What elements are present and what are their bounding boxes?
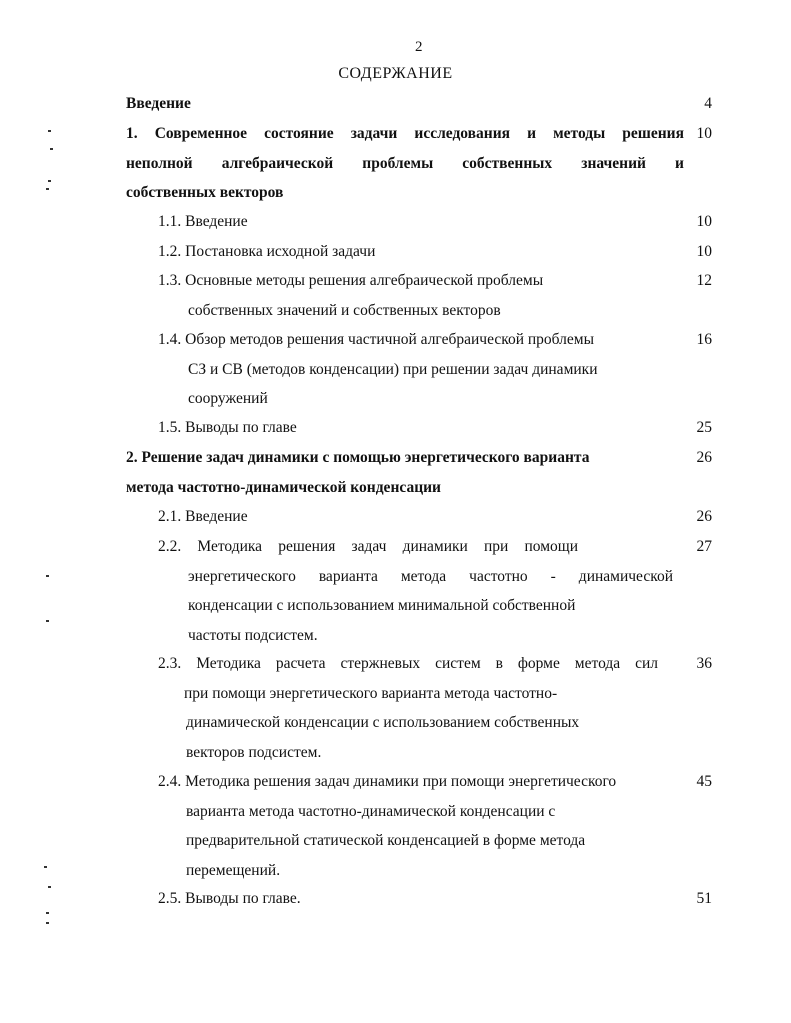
toc-page-number: 36: [696, 655, 712, 672]
scan-speck: [46, 922, 49, 924]
toc-entry-2-2: [158, 532, 712, 652]
toc-entry-1-4: [158, 325, 712, 415]
toc-entry-chapter-2: [126, 443, 712, 503]
toc-line: 1.1. Введение: [158, 213, 248, 230]
scan-speck: [46, 912, 49, 914]
toc-page-number: 26: [696, 449, 712, 466]
toc-entry-1-5: [158, 413, 712, 443]
toc-page-number: 10: [696, 213, 712, 230]
toc-line: предварительной статической конденсацией в форме метода: [186, 832, 586, 849]
toc-line: СЗ и СВ (методов конденсации) при решении задач динамики: [188, 360, 598, 378]
toc-entry-1-2: [158, 237, 712, 267]
toc-entry-2-4: [158, 767, 712, 887]
scan-speck: [46, 188, 49, 190]
toc-line: векторов подсистем.: [186, 743, 322, 761]
toc-page-number: 26: [696, 508, 712, 525]
toc-page-number: 25: [696, 419, 712, 436]
toc-line: 2.5. Выводы по главе.: [158, 890, 301, 907]
toc-page-number: 51: [696, 890, 712, 907]
toc-line: 1.5. Выводы по главе: [158, 419, 297, 436]
toc-page-number: 16: [696, 331, 712, 348]
scan-speck: [48, 886, 51, 888]
toc-line: собственных значений и собственных векторов: [188, 301, 501, 319]
toc-line: при помощи энергетического варианта метода частотно-: [184, 684, 558, 702]
toc-line: 1.3. Основные методы решения алгебраической проблемы: [158, 272, 544, 289]
toc-line: динамической конденсации с использованием собственных: [186, 714, 580, 731]
toc-entry-intro: [126, 89, 712, 119]
toc-entry-2-3: [158, 649, 712, 769]
toc-entry-2-1: [158, 502, 712, 532]
toc-line: собственных векторов: [126, 184, 284, 201]
toc-line: сооружений: [188, 390, 268, 407]
scan-speck: [48, 130, 51, 132]
toc-entry-1-1: [158, 207, 712, 237]
toc-line: частоты подсистем.: [188, 626, 318, 644]
toc-entry-2-5: [158, 884, 712, 914]
toc-page-number: 10: [696, 243, 712, 260]
toc-page-number: 27: [696, 538, 712, 555]
toc-title: СОДЕРЖАНИЕ: [338, 65, 453, 82]
toc-line: конденсации с использованием минимальной собственной: [188, 597, 576, 614]
toc-line: 2.3. Методика расчета стержневых систем в форме метода сил: [158, 655, 658, 672]
toc-line: 2.2. Методика решения задач динамики при помощи: [158, 538, 578, 555]
toc-line: 1.4. Обзор методов решения частичной алгебраической проблемы: [158, 331, 595, 348]
scan-speck: [46, 575, 49, 577]
scan-speck: [44, 866, 47, 868]
toc-line: 1.2. Постановка исходной задачи: [158, 243, 376, 260]
toc-line: варианта метода частотно-динамической конденсации с: [186, 802, 556, 820]
toc-line: Введение: [126, 95, 191, 112]
toc-page-number: 45: [696, 773, 712, 790]
toc-entry-1-3: [158, 266, 712, 326]
toc-line: неполной алгебраической проблемы собственных значений и: [126, 154, 684, 172]
toc-line: энергетического варианта метода частотно - динамической: [188, 567, 673, 585]
scan-speck: [46, 620, 49, 622]
toc-page-number: 4: [704, 95, 712, 112]
scan-speck: [48, 180, 51, 182]
page-number: 2: [415, 39, 423, 55]
scan-speck: [50, 148, 53, 150]
toc-line: 2. Решение задач динамики с помощью энергетического варианта: [126, 449, 590, 466]
toc-line: 2.1. Введение: [158, 508, 248, 525]
toc-line: метода частотно-динамической конденсации: [126, 478, 441, 496]
toc-line: 1. Современное состояние задачи исследования и методы решения: [126, 125, 684, 142]
toc-line: 2.4. Методика решения задач динамики при помощи энергетического: [158, 773, 617, 790]
toc-page-number: 12: [696, 272, 712, 289]
toc-line: перемещений.: [186, 861, 281, 879]
toc-entry-chapter-1: [126, 119, 712, 209]
toc-page-number: 10: [696, 125, 712, 142]
